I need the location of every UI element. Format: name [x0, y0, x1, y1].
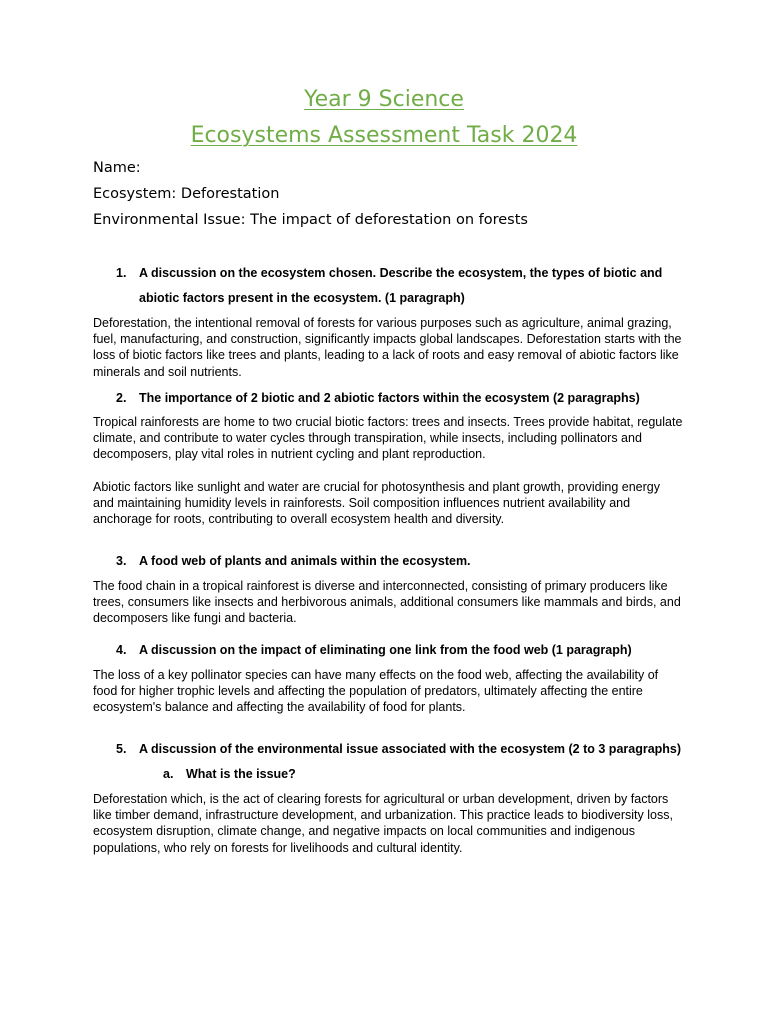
name-field: Name: — [93, 160, 141, 176]
document-subtitle: Ecosystems Assessment Task 2024 — [190, 123, 578, 148]
section-3-heading-text: A food web of plants and animals within the ecosystem. — [139, 554, 471, 568]
section-1-heading — [116, 261, 679, 311]
section-1-paragraph-1: Deforestation, the intentional removal of forests for various purposes such as agriculture, animal grazing, fuel, manufacturing, and construction, significantly impacts global landscapes. Deforestation starts with the loss of biotic factors like trees and plants, leading to a lack of roots and easy removal of abiotic factors like minerals and soil nutrients. — [93, 316, 682, 379]
section-5-heading-text: A discussion of the environmental issue associated with the ecosystem (2 to 3 paragraphs) — [139, 742, 682, 756]
section-3-heading — [116, 549, 699, 574]
section-4-paragraph-1: The loss of a key pollinator species can have many effects on the food web, affecting the availability of food for higher trophic levels and affecting the population of predators, ultimately affecting the entire ecosystem's balance and affecting the availability of food for plants. — [93, 668, 659, 715]
section-5a-heading-text: What is the issue? — [186, 767, 296, 781]
section-1-heading-text: A discussion on the ecosystem chosen. Describe the ecosystem, the types of biotic and abiotic factors present in the ecosystem. (1 paragraph) — [139, 266, 663, 305]
section-2-paragraph-2: Abiotic factors like sunlight and water are crucial for photosynthesis and plant growth, providing energy and maintaining humidity levels in rainforests. Soil composition influences nutrient availability and anchorage for roots, contributing to overall ecosystem health and diversity. — [93, 480, 660, 527]
section-5a-heading — [163, 762, 686, 787]
section-5-heading — [116, 737, 699, 762]
section-3-number: 3. — [116, 554, 127, 568]
section-3-paragraph-1: The food chain in a tropical rainforest is diverse and interconnected, consisting of primary producers like trees, consumers like insects and herbivorous animals, additional consumers like mammals and birds, and decomposers like fungi and bacteria. — [93, 579, 681, 626]
section-4-number: 4. — [116, 643, 127, 657]
section-4-heading-text: A discussion on the impact of eliminating one link from the food web (1 paragraph) — [139, 643, 632, 657]
section-5-paragraph-1: Deforestation which, is the act of clearing forests for agricultural or urban development, driven by factors like timber demand, infrastructure development, and urbanization. This practice leads to biodiversity loss, ecosystem disruption, climate change, and negative impacts on local communities and indigenous populations, who rely on forests for livelihoods and cultural identity. — [93, 792, 673, 855]
section-5a-number: a. — [163, 767, 174, 781]
section-2-number: 2. — [116, 391, 127, 405]
section-4-heading — [116, 638, 699, 663]
document-title: Year 9 Science — [304, 87, 464, 112]
section-2-heading — [116, 386, 699, 411]
section-5-number: 5. — [116, 742, 127, 756]
ecosystem-field: Ecosystem: Deforestation — [93, 186, 280, 202]
section-2-paragraph-1: Tropical rainforests are home to two crucial biotic factors: trees and insects. Trees provide habitat, regulate climate, and contribute to water cycles through transpiration, while insects, including pollinators and decomposers, play vital roles in nutrient cycling and plant reproduction. — [93, 415, 683, 462]
section-2-heading-text: The importance of 2 biotic and 2 abiotic factors within the ecosystem (2 paragraphs) — [139, 391, 640, 405]
environmental-issue-field: Environmental Issue: The impact of deforestation on forests — [93, 212, 528, 228]
section-1-number: 1. — [116, 266, 127, 280]
